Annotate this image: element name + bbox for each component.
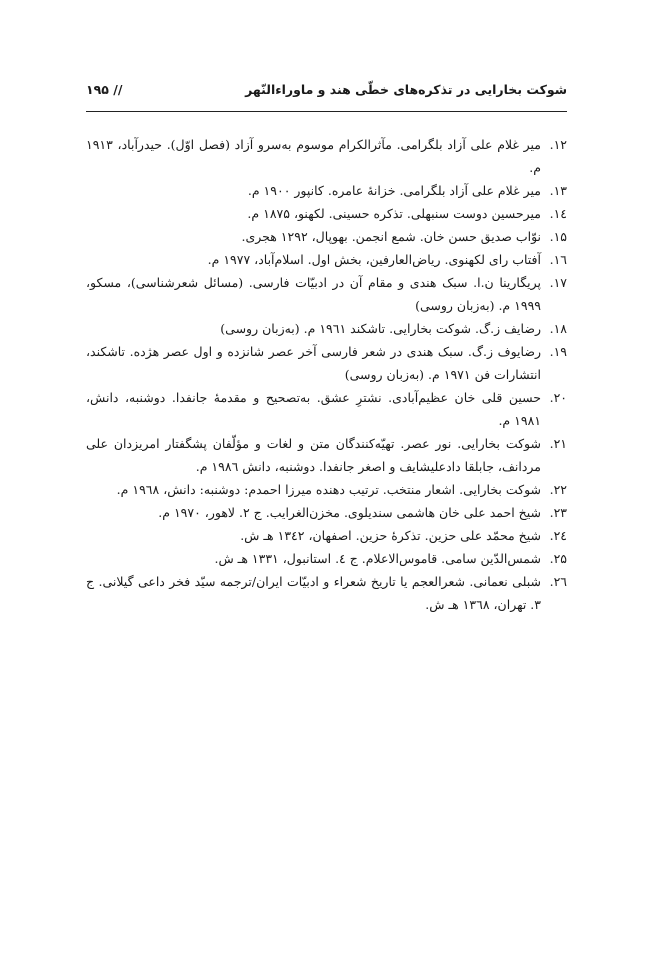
reference-text: شمس‌الدّین سامی. قاموس‌الاعلام. ج ٤. استانبول، ۱۳۳۱ هـ ش.	[214, 551, 541, 566]
running-header-page-info	[86, 78, 122, 102]
reference-text: شیخ احمد علی خان هاشمی سندیلوی. مخزن‌الغرایب. ج ۲. لاهور، ۱۹۷۰ م.	[158, 505, 541, 520]
reference-item	[86, 547, 567, 570]
reference-item	[86, 340, 567, 386]
reference-item	[86, 386, 567, 432]
reference-text: نوّاب صدیق حسن خان. شمع انجمن. بهوپال، ۱۲۹۲ هجری.	[241, 229, 541, 244]
reference-item	[86, 248, 567, 271]
reference-number: ۱۸.	[549, 321, 567, 336]
reference-number: ۱۳.	[549, 183, 567, 198]
reference-number: ۱۹.	[549, 344, 567, 359]
reference-item	[86, 570, 567, 616]
running-header-title: شوکت بخارایی در تذکره‌های خطّی هند و ماوراءالنّهر	[245, 82, 567, 97]
reference-text: پریگارینا ن.ا. سبک هندی و مقام آن در ادبیّات فارسی. (مسائل شعرشناسی)، مسکو، ۱۹۹۹ م. (به‌زبان روسی)	[86, 275, 541, 313]
reference-item	[86, 202, 567, 225]
reference-text: شیخ محمّد علی حزین. تذکرۀ حزین. اصفهان، ۱۳٤۲ هـ ش.	[240, 528, 541, 543]
reference-number: ۲۲.	[549, 482, 567, 497]
reference-text: میر غلام علی آزاد بلگرامی. خزانۀ عامره. کانپور ۱۹۰۰ م.	[247, 183, 541, 198]
reference-number: ۱۲.	[549, 137, 567, 152]
reference-item	[86, 501, 567, 524]
reference-text: میر غلام علی آزاد بلگرامی. مآثرالکرام موسوم به‌سرو آزاد (فصل اوّل). حیدرآباد، ۱۹۱۳ م.	[86, 137, 541, 175]
reference-number: ۲٤.	[549, 528, 567, 543]
header-divider	[86, 111, 567, 112]
reference-number: ۱٤.	[549, 206, 567, 221]
reference-item	[86, 524, 567, 547]
reference-text: رضایف ز.گ. شوکت بخارایی. تاشکند ۱۹٦۱ م. (به‌زبان روسی)	[220, 321, 541, 336]
page-number: ۱۹۵	[86, 82, 109, 97]
reference-text: رضایوف ز.گ. سبک هندی در شعر فارسی آخر عصر شانزده و اول عصر هژده. تاشکند، انتشارات فن ۱۹۷۱ م. (به‌زبان روسی)	[86, 344, 541, 382]
reference-item	[86, 432, 567, 478]
reference-text: میرحسین دوست سنبهلی. تذکره حسینی. لکهنو، ۱۸۷۵ م.	[247, 206, 541, 221]
reference-number: ۲۱.	[549, 436, 567, 451]
reference-number: ۲۳.	[549, 505, 567, 520]
reference-number: ۲٦.	[549, 574, 567, 589]
running-header	[86, 78, 567, 102]
reference-item	[86, 133, 567, 179]
reference-number: ۱٦.	[549, 252, 567, 267]
reference-text: آفتاب رای لکهنوی. ریاض‌العارفین، بخش اول. اسلام‌آباد، ۱۹۷۷ م.	[207, 252, 541, 267]
reference-item	[86, 478, 567, 501]
reference-number: ۲۰.	[549, 390, 567, 405]
reference-number: ۱۵.	[549, 229, 567, 244]
reference-text: شوکت بخارایی. اشعار منتخب. ترتیب دهنده میرزا احمدم: دوشنبه: دانش، ۱۹٦۸ م.	[116, 482, 541, 497]
reference-text: حسین قلی خان عظیم‌آبادی. نشترِ عشق. به‌تصحیح و مقدمۀ جانفدا. دوشنبه، دانش، ۱۹۸۱ م.	[86, 390, 541, 428]
reference-number: ۱۷.	[549, 275, 567, 290]
reference-item	[86, 271, 567, 317]
references-list	[86, 133, 567, 616]
reference-text: شوکت بخارایی. نور عصر. تهیّه‌کنندگان متن و لغات و مؤلّفان پشگفتار امریزدان علی مردانف، جابلقا دادعلیشایف و اصغر جانفدا. دوشنبه، دانش ۱۹۸٦ م.	[86, 436, 541, 474]
header-separator: //	[113, 82, 123, 97]
reference-item	[86, 317, 567, 340]
reference-number: ۲۵.	[549, 551, 567, 566]
reference-text: شبلی نعمانی. شعرالعجم یا تاریخ شعراء و ادبیّات ایران/ترجمه سیّد فخر داعی گیلانی. ج ۳. تهران، ۱۳٦۸ هـ ش.	[86, 574, 541, 612]
reference-item	[86, 179, 567, 202]
reference-item	[86, 225, 567, 248]
